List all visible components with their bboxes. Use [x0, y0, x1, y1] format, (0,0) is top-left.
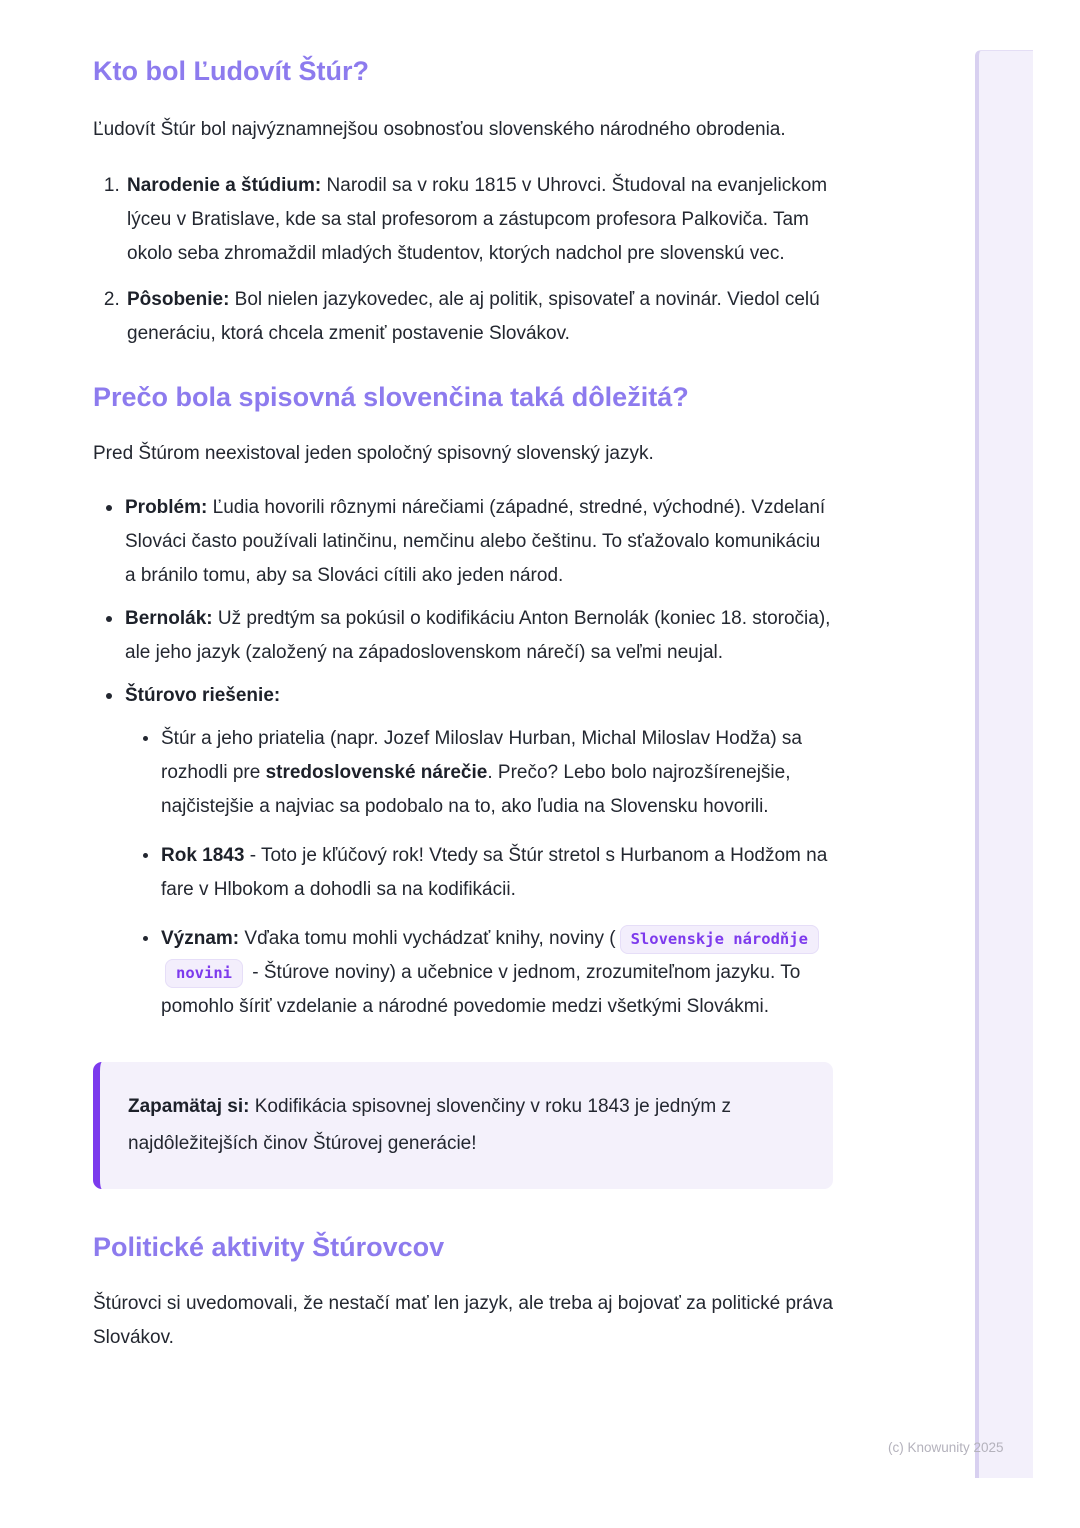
paragraph-sturovci: Štúrovci si uvedomovali, že nestačí mať len jazyk, ale treba aj bojovať za politické práva Slovákov. [93, 1293, 833, 1348]
list-item-narodenie-a-studium: 1. Narodenie a štúdium: Narodil sa v roku 1815 v Uhrovci. Študoval na evanjelickom lýceu v Bratislave, kde sa stal profesorom a zástupcom profesora Palkoviča. Tam okolo seba zhromaždil mladých študentov, ktorých nadchol pre slovenskú vec. [125, 169, 833, 271]
copyright-watermark: (c) Knowunity 2025 [888, 1440, 1004, 1455]
bullet-sturovo-riesenie [125, 679, 833, 1024]
inline-code-chip: Slovenskje národňje novini [165, 925, 819, 988]
paragraph-pred-sturom: Pred Štúrom neexistoval jeden spoločný spisovný slovenský jazyk. [93, 443, 654, 464]
next-page-edge [975, 50, 1033, 1478]
heading-kto-bol-ludovit-stur: Kto bol Ľudovít Štúr? [93, 56, 369, 86]
callout-text: Zapamätaj si: Kodifikácia spisovnej slovenčiny v roku 1843 je jedným z najdôležitejších činov Štúrovej generácie! [128, 1096, 732, 1154]
nested-bullet-list [125, 722, 833, 1024]
nested-bullet-vyznam: Význam: Vďaka tomu mohli vychádzať knihy, noviny ( Slovenskje národňje novini - Štúrove noviny) a učebnice v jednom, zrozumiteľnom jazyku. To pomohlo šíriť vzdelanie a národné povedomie medzi všetkými Slovákmi. [161, 922, 833, 1024]
bullet-list [93, 491, 833, 1024]
callout-zapamataj-si [93, 1062, 833, 1189]
bullet-sturovo-riesenie-label: Štúrovo riešenie: [125, 685, 281, 706]
heading-politicke-aktivity-sturovcov: Politické aktivity Štúrovcov [93, 1232, 445, 1262]
document-content [93, 0, 833, 1355]
nested-bullet-priatelia: Štúr a jeho priatelia (napr. Jozef Miloslav Hurban, Michal Miloslav Hodža) sa rozhodli pre stredoslovenské nárečie. Prečo? Lebo bolo najrozšírenejšie, najčistejšie a najviac sa podobalo na to, ako ľudia na Slovensku hovorili. [161, 722, 833, 824]
paragraph-intro: Ľudovít Štúr bol najvýznamnejšou osobnosťou slovenského národného obrodenia. [93, 119, 786, 140]
numbered-list [93, 169, 833, 351]
bullet-problem: Problém: Ľudia hovorili rôznymi nárečiami (západné, stredné, východné). Vzdelaní Slováci často používali latinčinu, nemčinu alebo češtinu. To sťažovalo komunikáciu a bránilo tomu, aby sa Slováci cítili ako jeden národ. [125, 491, 833, 593]
nested-bullet-rok-1843: Rok 1843 - Toto je kľúčový rok! Vtedy sa Štúr stretol s Hurbanom a Hodžom na fare v Hlbokom a dohodli sa na kodifikácii. [161, 839, 833, 907]
heading-preco-bola-spisovna-slovencina: Prečo bola spisovná slovenčina taká dôležitá? [93, 382, 689, 412]
bullet-bernolak: Bernolák: Už predtým sa pokúsil o kodifikáciu Anton Bernolák (koniec 18. storočia), ale jeho jazyk (založený na západoslovenskom nárečí) sa veľmi neujal. [125, 602, 833, 670]
list-item-posobenie: 2. Pôsobenie: Bol nielen jazykovedec, ale aj politik, spisovateľ a novinár. Viedol celú generáciu, ktorá chcela zmeniť postavenie Slovákov. [125, 283, 833, 351]
